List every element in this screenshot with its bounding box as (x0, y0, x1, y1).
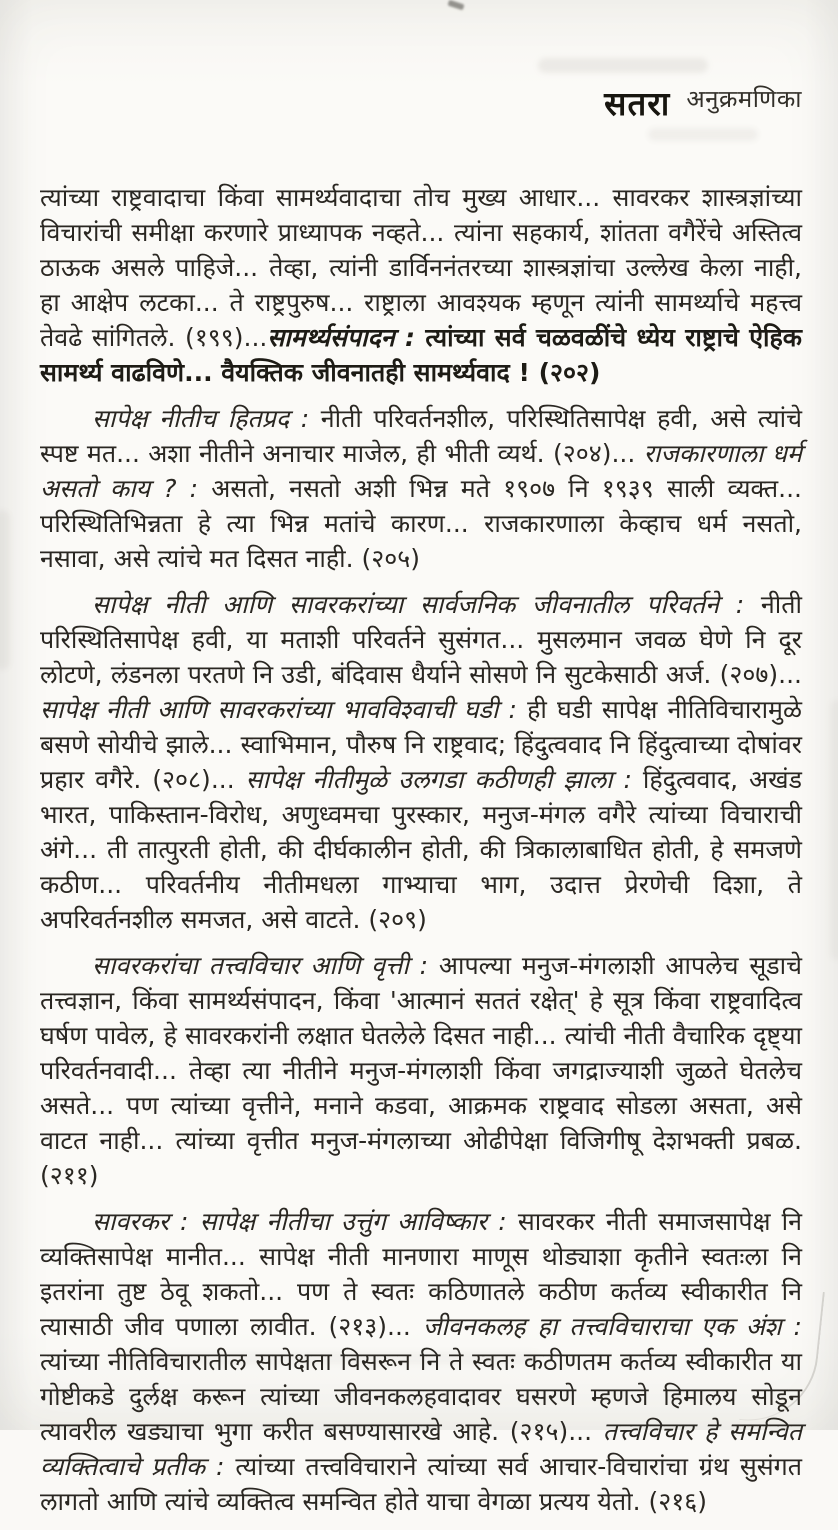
paragraph (40, 180, 802, 390)
page-header (604, 80, 802, 125)
text-segment: नीती परिस्थितिसापेक्ष हवी, या मताशी परिवर्तने सुसंगत... मुसलमान जवळ घेणे नि दूर लोटणे, लंडनला परतणे नि उडी, बंदिवास धैर्याने सोसणे नि सुटकेसाठी अर्ज. (२०७)... (40, 590, 802, 689)
text-segment: नीती परिवर्तनशील, परिस्थितिसापेक्ष हवी, असे त्यांचे स्पष्ट मत... अशा नीतीने अनाचार माजेल, ही भीती व्यर्थ. (२०४)... (40, 404, 802, 468)
paragraph (40, 1204, 802, 1519)
text-segment: त्यांच्या सर्व चळवळींचे ध्येय राष्ट्राचे ऐहिक सामर्थ्य वाढविणे... वैयक्तिक जीवनातही सामर्थ्यवाद ! (२०२) (40, 323, 802, 387)
text-segment: सावरकर : सापेक्ष नीतीचा उत्तुंग आविष्कार : (92, 1207, 518, 1236)
text-segment: त्यांच्या राष्ट्रवादाचा किंवा सामर्थ्यवादाचा तोच मुख्य आधार... सावरकर शास्त्रज्ञांच्या विचारांची समीक्षा करणारे प्राध्यापक नव्हते... त्यांना सहकार्य, शांतता वगैरेंचे अस्तित्व ठाऊक असले पाहिजे... तेव्हा, त्यांनी डार्विननंतरच्या शास्त्रज्ञांचा उल्लेख केला नाही, हा आक्षेप लटका... ते राष्ट्रपुरुष... राष्ट्राला आवश्यक म्हणून त्यांनी सामर्थ्याचे महत्त्व तेवढे सांगितले. (१९९)... (40, 183, 802, 352)
text-segment: तत्त्वविचार हे समन्वित व्यक्तित्वाचे प्रतीक : (40, 1417, 802, 1481)
bleed-through-smudge (538, 58, 708, 73)
text-segment: सामर्थ्यसंपादन : (267, 323, 426, 352)
paragraph (40, 401, 802, 576)
text-segment: सापेक्ष नीतीमुळे उलगडा कठीणही झाला : (245, 765, 643, 794)
text-segment: ही घडी सापेक्ष नीतिविचारामुळे बसणे सोयीचे झाले... स्वाभिमान, पौरुष नि राष्ट्रवाद; हिंदुत्ववाद नि हिंदुत्वाच्या दोषांवर प्रहार वगैरे. (२०८)... (40, 695, 802, 794)
bleed-through-smudge (830, 700, 838, 960)
paragraph (40, 948, 802, 1193)
text-segment: असतो, नसतो अशी भिन्न मते १९०७ नि १९३९ साली व्यक्त... परिस्थितिभिन्नता हे त्या भिन्न मतांचे कारण... राजकारणाला केव्हाच धर्म नसतो, नसावा, असे त्यांचे मत दिसत नाही. (२०५) (40, 474, 802, 573)
paragraph (40, 587, 802, 937)
chapter-number-word: सतरा (604, 84, 671, 123)
text-segment: सापेक्ष नीती आणि सावरकरांच्या सार्वजनिक जीवनातील परिवर्तने : (92, 590, 761, 619)
text-segment: आपल्या मनुज-मंगलाशी आपलेच सूडाचे तत्त्वज्ञान, किंवा सामर्थ्यसंपादन, किंवा 'आत्मानं सततं रक्षेत्' हे सूत्र किंवा राष्ट्रवादित्व घर्षण पावेल, हे सावरकरांनी लक्षात घेतलेले दिसत नाही... त्यांची नीती वैचारिक दृष्ट्या परिवर्तनवादी... तेव्हा त्या नीतीने मनुज-मंगलाशी किंवा जगद्राज्याशी जुळते घेतलेच असते... पण त्यांच्या वृत्तीने, मनाने कडवा, आक्रमक राष्ट्रवाद सोडला असता, असे वाटत नाही... त्यांच्या वृत्तीत मनुज-मंगलाच्या ओढीपेक्षा विजिगीषू देशभक्ती प्रबळ. (२११) (40, 951, 802, 1190)
text-segment: सावरकर नीती समाजसापेक्ष नि व्यक्तिसापेक्ष मानीत... सापेक्ष नीती मानणारा माणूस थोड्याशा कृतीने स्वतःला नि इतरांना तुष्ट ठेवू शकतो... पण ते स्वतः कठिणातले कठीण कर्तव्य स्वीकारीत नि त्यासाठी जीव पणाला लावीत. (२१३)... (40, 1207, 802, 1341)
text-segment: हिंदुत्ववाद, अखंड भारत, पाकिस्तान-विरोध, अणुध्वमचा पुरस्कार, मनुज-मंगल वगैरे त्यांच्या विचाराची अंगे... ती तात्पुरती होती, की दीर्घकालीन होती, की त्रिकालाबाधित होती, हे समजणे कठीण... परिवर्तनीय नीतीमधला गाभ्याचा भाग, उदात्त प्रेरणेची दिशा, ते अपरिवर्तनशील समजत, असे वाटते. (२०९) (40, 765, 802, 934)
running-title: अनुक्रमणिका (686, 85, 802, 113)
text-segment: राजकारणाला धर्म असतो काय ? : (40, 439, 802, 503)
text-segment: सावरकरांचा तत्त्वविचार आणि वृत्ती : (92, 951, 439, 980)
text-segment: सापेक्ष नीती आणि सावरकरांच्या भावविश्वाची घडी : (40, 695, 528, 724)
text-segment: त्यांच्या तत्त्वविचाराने त्यांच्या सर्व आचार-विचारांचा ग्रंथ सुसंगत लागतो आणि त्यांचे व्यक्तित्व समन्वित होते याचा वेगळा प्रत्यय येतो. (२१६) (40, 1452, 802, 1516)
text-block (40, 180, 802, 1530)
bleed-through-smudge (0, 510, 10, 670)
text-segment: जीवनकलह हा तत्त्वविचाराचा एक अंश : (422, 1312, 802, 1341)
bleed-through-smudge (648, 128, 758, 141)
text-segment: त्यांच्या नीतिविचारातील सापेक्षता विसरून नि ते स्वतः कठीणतम कर्तव्य स्वीकारीत या गोष्टीकडे दुर्लक्ष करून त्यांच्या जीवनकलहवादावर घसरणे म्हणजे हिमालय सोडून त्यावरील खड्याचा भुगा करीत बसण्यासारखे आहे. (२१५)... (40, 1347, 802, 1446)
scan-mark (447, 0, 464, 10)
text-segment: सापेक्ष नीतीच हितप्रद : (92, 404, 321, 433)
